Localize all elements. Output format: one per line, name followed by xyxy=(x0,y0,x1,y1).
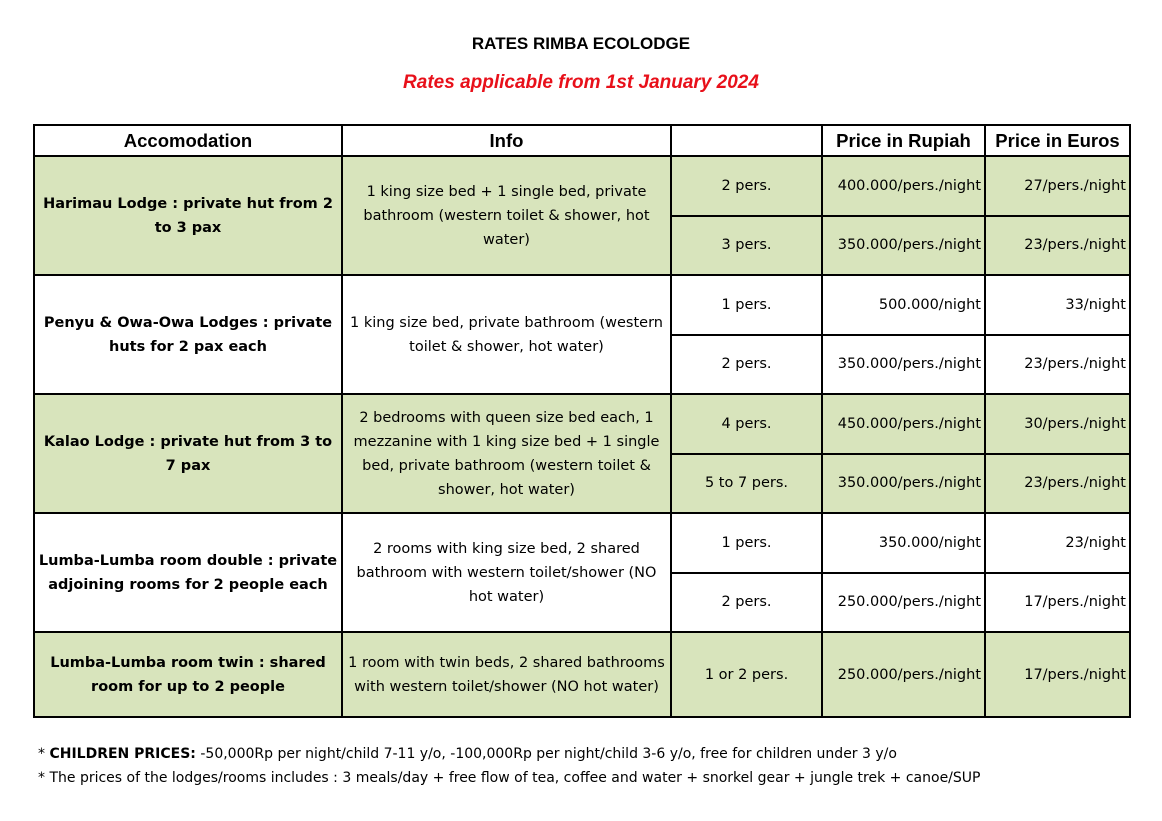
header-price-rupiah: Price in Rupiah xyxy=(822,125,985,156)
page-title: RATES RIMBA ECOLODGE xyxy=(471,34,691,53)
price-rupiah-cell: 500.000/night xyxy=(822,275,985,335)
children-prices-label: CHILDREN PRICES: xyxy=(49,746,196,762)
table-row xyxy=(34,156,1130,216)
persons-cell: 2 pers. xyxy=(671,335,822,395)
header-info: Info xyxy=(342,125,671,156)
price-rupiah-cell: 250.000/pers./night xyxy=(822,632,985,717)
footnotes xyxy=(38,742,980,790)
header-persons xyxy=(671,125,822,156)
persons-cell: 2 pers. xyxy=(671,156,822,216)
price-rupiah-cell: 350.000/pers./night xyxy=(822,335,985,395)
table-header-row xyxy=(34,125,1130,156)
accommodation-cell: Kalao Lodge : private hut from 3 to 7 pax xyxy=(34,394,342,513)
info-cell: 1 room with twin beds, 2 shared bathrooms with western toilet/shower (NO hot water) xyxy=(342,632,671,717)
price-rupiah-cell: 450.000/pers./night xyxy=(822,394,985,454)
persons-cell: 2 pers. xyxy=(671,573,822,633)
info-cell: 2 bedrooms with queen size bed each, 1 mezzanine with 1 king size bed + 1 single bed, private bathroom (western toilet & shower, hot water) xyxy=(342,394,671,513)
info-cell: 1 king size bed + 1 single bed, private bathroom (western toilet & shower, hot water) xyxy=(342,156,671,275)
accommodation-cell: Penyu & Owa-Owa Lodges : private huts for 2 pax each xyxy=(34,275,342,394)
info-cell: 1 king size bed, private bathroom (western toilet & shower, hot water) xyxy=(342,275,671,394)
note-bullet: * xyxy=(38,746,50,762)
rates-table xyxy=(33,124,1131,718)
persons-cell: 1 pers. xyxy=(671,275,822,335)
price-euros-cell: 23/pers./night xyxy=(985,216,1130,276)
price-rupiah-cell: 250.000/pers./night xyxy=(822,573,985,633)
price-rupiah-cell: 400.000/pers./night xyxy=(822,156,985,216)
accommodation-cell: Lumba-Lumba room twin : shared room for up to 2 people xyxy=(34,632,342,717)
price-rupiah-cell: 350.000/night xyxy=(822,513,985,573)
page-subtitle: Rates applicable from 1st January 2024 xyxy=(403,72,759,93)
header-accommodation: Accomodation xyxy=(34,125,342,156)
price-euros-cell: 23/pers./night xyxy=(985,454,1130,514)
table-row xyxy=(34,275,1130,335)
persons-cell: 3 pers. xyxy=(671,216,822,276)
accommodation-cell: Harimau Lodge : private hut from 2 to 3 pax xyxy=(34,156,342,275)
price-rupiah-cell: 350.000/pers./night xyxy=(822,454,985,514)
table-row xyxy=(34,513,1130,573)
persons-cell: 5 to 7 pers. xyxy=(671,454,822,514)
price-euros-cell: 17/pers./night xyxy=(985,573,1130,633)
persons-cell: 4 pers. xyxy=(671,394,822,454)
info-cell: 2 rooms with king size bed, 2 shared bathroom with western toilet/shower (NO hot water) xyxy=(342,513,671,632)
price-euros-cell: 33/night xyxy=(985,275,1130,335)
header-price-euros: Price in Euros xyxy=(985,125,1130,156)
table-row xyxy=(34,632,1130,717)
price-euros-cell: 23/pers./night xyxy=(985,335,1130,395)
children-prices-text: -50,000Rp per night/child 7-11 y/o, -100,000Rp per night/child 3-6 y/o, free for children under 3 y/o xyxy=(195,746,897,762)
price-rupiah-cell: 350.000/pers./night xyxy=(822,216,985,276)
persons-cell: 1 pers. xyxy=(671,513,822,573)
price-euros-cell: 30/pers./night xyxy=(985,394,1130,454)
price-euros-cell: 17/pers./night xyxy=(985,632,1130,717)
table-row xyxy=(34,394,1130,454)
price-euros-cell: 23/night xyxy=(985,513,1130,573)
persons-cell: 1 or 2 pers. xyxy=(671,632,822,717)
accommodation-cell: Lumba-Lumba room double : private adjoining rooms for 2 people each xyxy=(34,513,342,632)
includes-note: * The prices of the lodges/rooms includes : 3 meals/day + free flow of tea, coffee and water + snorkel gear + jungle trek + canoe/SUP xyxy=(38,770,981,786)
children-prices-note xyxy=(38,742,980,766)
price-euros-cell: 27/pers./night xyxy=(985,156,1130,216)
